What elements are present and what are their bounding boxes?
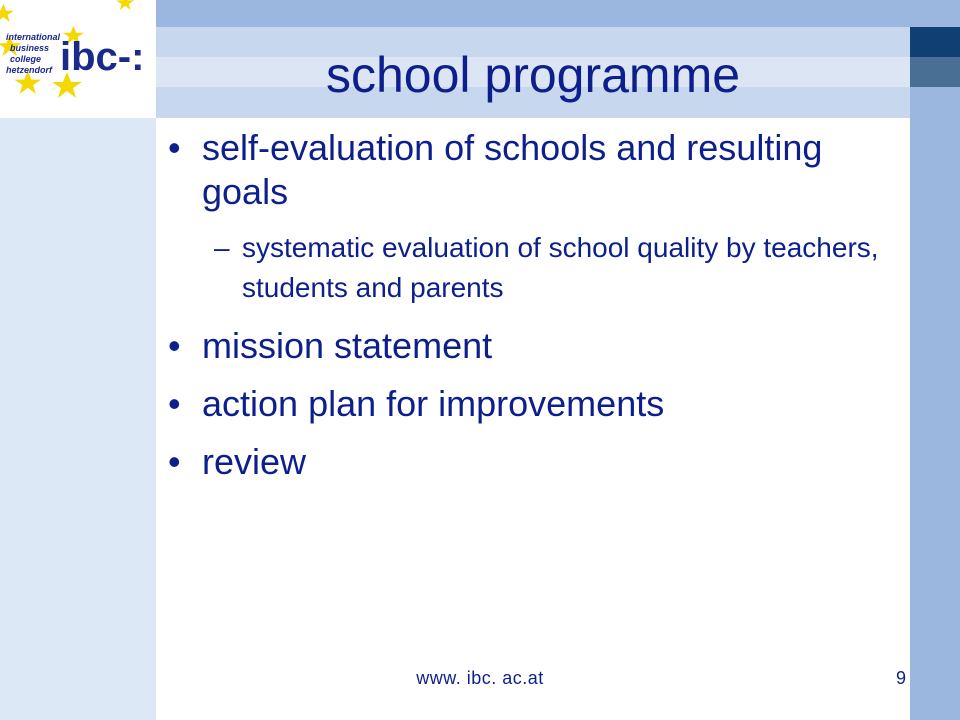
slide-title: school programme [325, 47, 741, 103]
sub-bullet-glyph: – [214, 232, 230, 263]
bullet-item [168, 382, 888, 426]
logo-text-line1: international [6, 32, 61, 42]
bullet-item [168, 440, 888, 484]
sub-bullet-item [168, 228, 888, 308]
logo-star [0, 4, 14, 22]
bullet-text: self-evaluation of schools and resulting goals [202, 127, 823, 212]
bullet-glyph: • [168, 127, 181, 168]
ibc-logo-graphic [0, 0, 156, 118]
right-decor-band [910, 0, 960, 720]
bullet-glyph: • [168, 441, 181, 482]
bullet-text: mission statement [202, 325, 493, 366]
sub-bullet-text: systematic evaluation of school quality by teachers, students and parents [242, 232, 879, 303]
logo-text-line3: college [10, 54, 42, 64]
bullet-glyph: • [168, 383, 181, 424]
logo-text-line2: business [10, 43, 50, 53]
slide-content [168, 126, 888, 498]
bullet-item [168, 324, 888, 368]
corner-square-dark [910, 27, 960, 57]
corner-square-mid [910, 57, 960, 87]
page-number: 9 [895, 668, 906, 688]
top-decor-band [156, 0, 910, 27]
bullet-text: review [202, 441, 307, 482]
bullet-glyph: • [168, 325, 181, 366]
logo-text-line4: hetzendorf [6, 65, 52, 75]
footer-url: www. ibc. ac.at [416, 668, 544, 688]
bullet-text: action plan for improvements [202, 383, 665, 424]
logo-star [116, 0, 134, 10]
ibc-logo [0, 0, 156, 118]
logo-brand-text: ibc-: [60, 35, 145, 79]
bullet-item [168, 126, 888, 214]
